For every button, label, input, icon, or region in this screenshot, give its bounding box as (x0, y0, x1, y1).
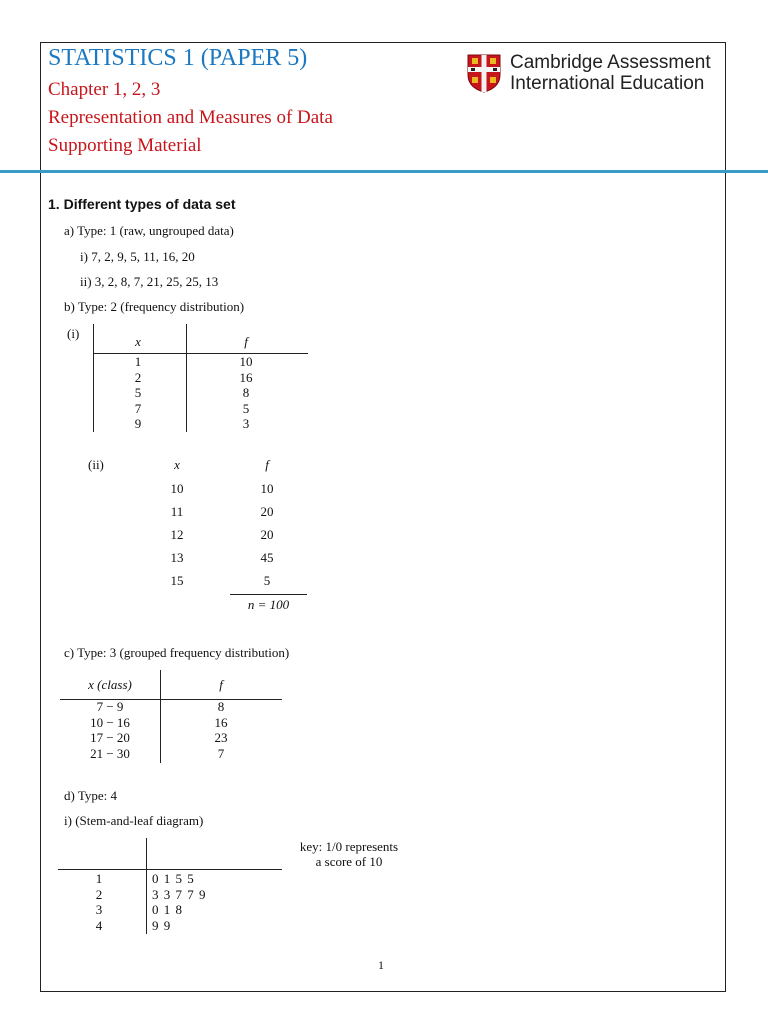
type3-label: c) Type: 3 (grouped frequency distribution) (64, 645, 290, 660)
table-i-f-cell: 16 (239, 369, 253, 385)
stem-leaf-label: i) (Stem-and-leaf diagram) (64, 813, 204, 828)
raw-data-i: i) 7, 2, 9, 5, 11, 16, 20 (80, 249, 195, 264)
table-ii-total: n = 100 (247, 597, 290, 612)
type4-label: d) Type: 4 (64, 788, 118, 803)
leaf-column (152, 871, 207, 933)
table-c-divider (160, 670, 161, 763)
table-i-x-column (123, 354, 153, 432)
table-ii-f-cell: 5 (263, 573, 271, 588)
table-c-f-cell: 7 (217, 745, 225, 761)
stem-leaf-key-2: a score of 10 (315, 854, 383, 869)
leaf-cell: 0 1 8 (152, 902, 183, 917)
table-i-label: (i) (67, 326, 80, 341)
table-i-x-cell: 2 (134, 369, 142, 385)
stem-cell: 2 (95, 886, 103, 902)
topic-heading: Representation and Measures of Data (48, 107, 333, 128)
stem-leaf-divider (146, 838, 147, 934)
table-c-f-cell: 16 (214, 714, 228, 730)
logo-line-1: Cambridge Assessment (510, 52, 711, 73)
table-i-f-cell: 8 (242, 385, 250, 400)
table-c-x-column (60, 699, 160, 761)
table-ii-f-cell: 45 (260, 550, 274, 565)
table-c-header-x: x (class) (88, 677, 132, 692)
table-ii-label: (ii) (88, 457, 104, 472)
stem-cell: 1 (95, 871, 103, 886)
logo-line-2: International Education (510, 73, 705, 94)
table-i-f-cell: 3 (242, 416, 250, 431)
table-i-x-cell: 7 (134, 400, 142, 416)
leaf-cell: 3 3 7 7 9 (152, 886, 207, 902)
page-title: STATISTICS 1 (PAPER 5) (48, 45, 308, 71)
stem-cell: 3 (95, 902, 103, 917)
table-i-x-cell: 1 (134, 354, 142, 369)
table-c-x-cell: 10 − 16 (90, 714, 130, 730)
table-i-x-cell: 5 (134, 385, 142, 400)
table-c-header-f: f (219, 677, 223, 692)
cambridge-logo (466, 52, 711, 94)
raw-data-ii: ii) 3, 2, 8, 7, 21, 25, 25, 13 (80, 274, 219, 289)
table-ii-f-cell: 10 (260, 481, 274, 496)
table-ii-x-cell: 15 (170, 573, 184, 588)
table-ii-x-cell: 12 (170, 527, 184, 542)
table-i-divider (186, 324, 187, 432)
shield-icon (466, 53, 502, 93)
stem-column (84, 871, 114, 933)
table-i-left-border (93, 324, 94, 432)
table-c-x-cell: 7 − 9 (96, 699, 124, 714)
table-ii-x-cell: 13 (170, 550, 184, 565)
section-title: Different types of data set (63, 196, 236, 212)
stem-cell: 4 (95, 917, 103, 933)
table-i-f-column (231, 354, 261, 432)
table-ii-total-rule (230, 594, 307, 595)
table-c-f-cell: 8 (217, 699, 225, 714)
leaf-cell: 9 9 (152, 917, 172, 933)
type2-label: b) Type: 2 (frequency distribution) (64, 299, 245, 314)
table-i-f-cell: 10 (239, 354, 253, 369)
section-number: 1. (48, 196, 60, 212)
stem-leaf-header-rule (58, 869, 282, 870)
material-heading: Supporting Material (48, 135, 202, 156)
table-i-f-cell: 5 (242, 400, 250, 416)
table-ii-header-x: x (174, 457, 180, 472)
table-c-x-cell: 21 − 30 (90, 745, 130, 761)
type1-label: a) Type: 1 (raw, ungrouped data) (64, 223, 234, 238)
table-ii-f-cell: 20 (260, 527, 274, 542)
table-ii-f-cell: 20 (260, 504, 274, 519)
table-c-f-cell: 23 (214, 730, 228, 745)
table-ii-header-f: f (265, 457, 269, 472)
section-heading (48, 196, 236, 212)
table-c-x-cell: 17 − 20 (90, 730, 130, 745)
table-i-header-f: f (244, 334, 248, 349)
chapter-heading: Chapter 1, 2, 3 (48, 79, 161, 100)
table-i-x-cell: 9 (134, 416, 142, 431)
table-i-header-x: x (135, 334, 141, 349)
page-number: 1 (378, 958, 384, 972)
table-ii-x-cell: 11 (170, 504, 184, 519)
stem-leaf-key-1: key: 1/0 represents (299, 839, 399, 854)
table-c-f-column (206, 699, 236, 761)
table-ii-x-cell: 10 (170, 481, 184, 496)
header-rule (0, 170, 768, 173)
leaf-cell: 0 1 5 5 (152, 871, 195, 886)
